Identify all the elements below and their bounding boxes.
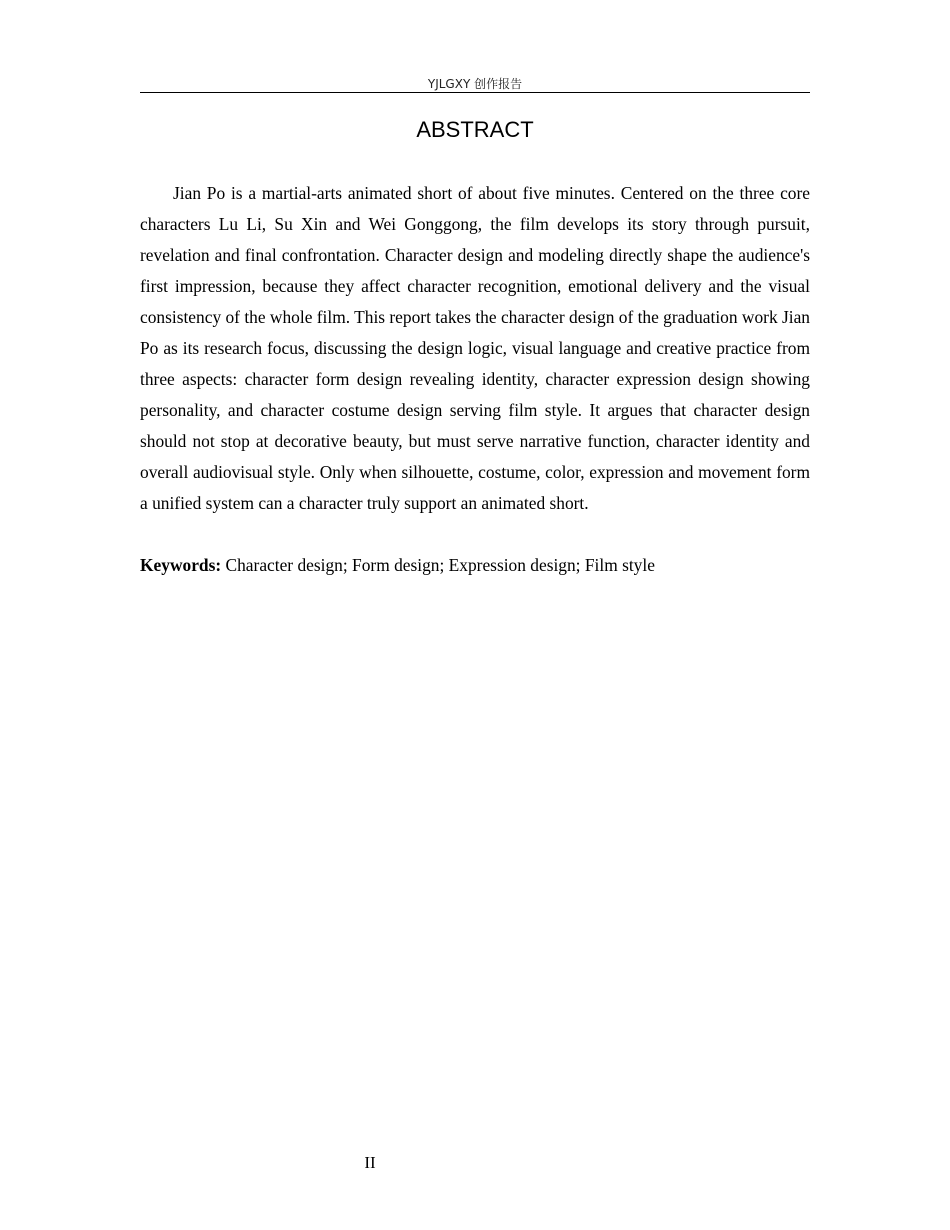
abstract-title: ABSTRACT [416,117,534,142]
running-header: YJLGXY 创作报告 [427,77,523,91]
keywords-label: Keywords: [140,555,222,575]
page-number: II [364,1153,376,1172]
keywords-line [140,550,810,581]
abstract-body: Jian Po is a martial-arts animated short of about five minutes. Centered on the three core characters Lu Li, Su Xin and Wei Gonggong, the film develops its story through pursuit, revelation and final confrontation. Character design and modeling directly shape the audience's first impression, because they affect character recognition, emotional delivery and the visual consistency of the whole film. This report takes the character design of the graduation work Jian Po as its research focus, discussing the design logic, visual language and creative practice from three aspects: character form design revealing identity, character expression design showing personality, and character costume design serving film style. It argues that character design should not stop at decorative beauty, but must serve narrative function, character identity and overall audiovisual style. Only when silhouette, costume, color, expression and movement form a unified system can a character truly support an animated short. [140,183,810,513]
header-rule [140,92,810,93]
keywords-text: Character design; Form design; Expression design; Film style [225,555,655,575]
